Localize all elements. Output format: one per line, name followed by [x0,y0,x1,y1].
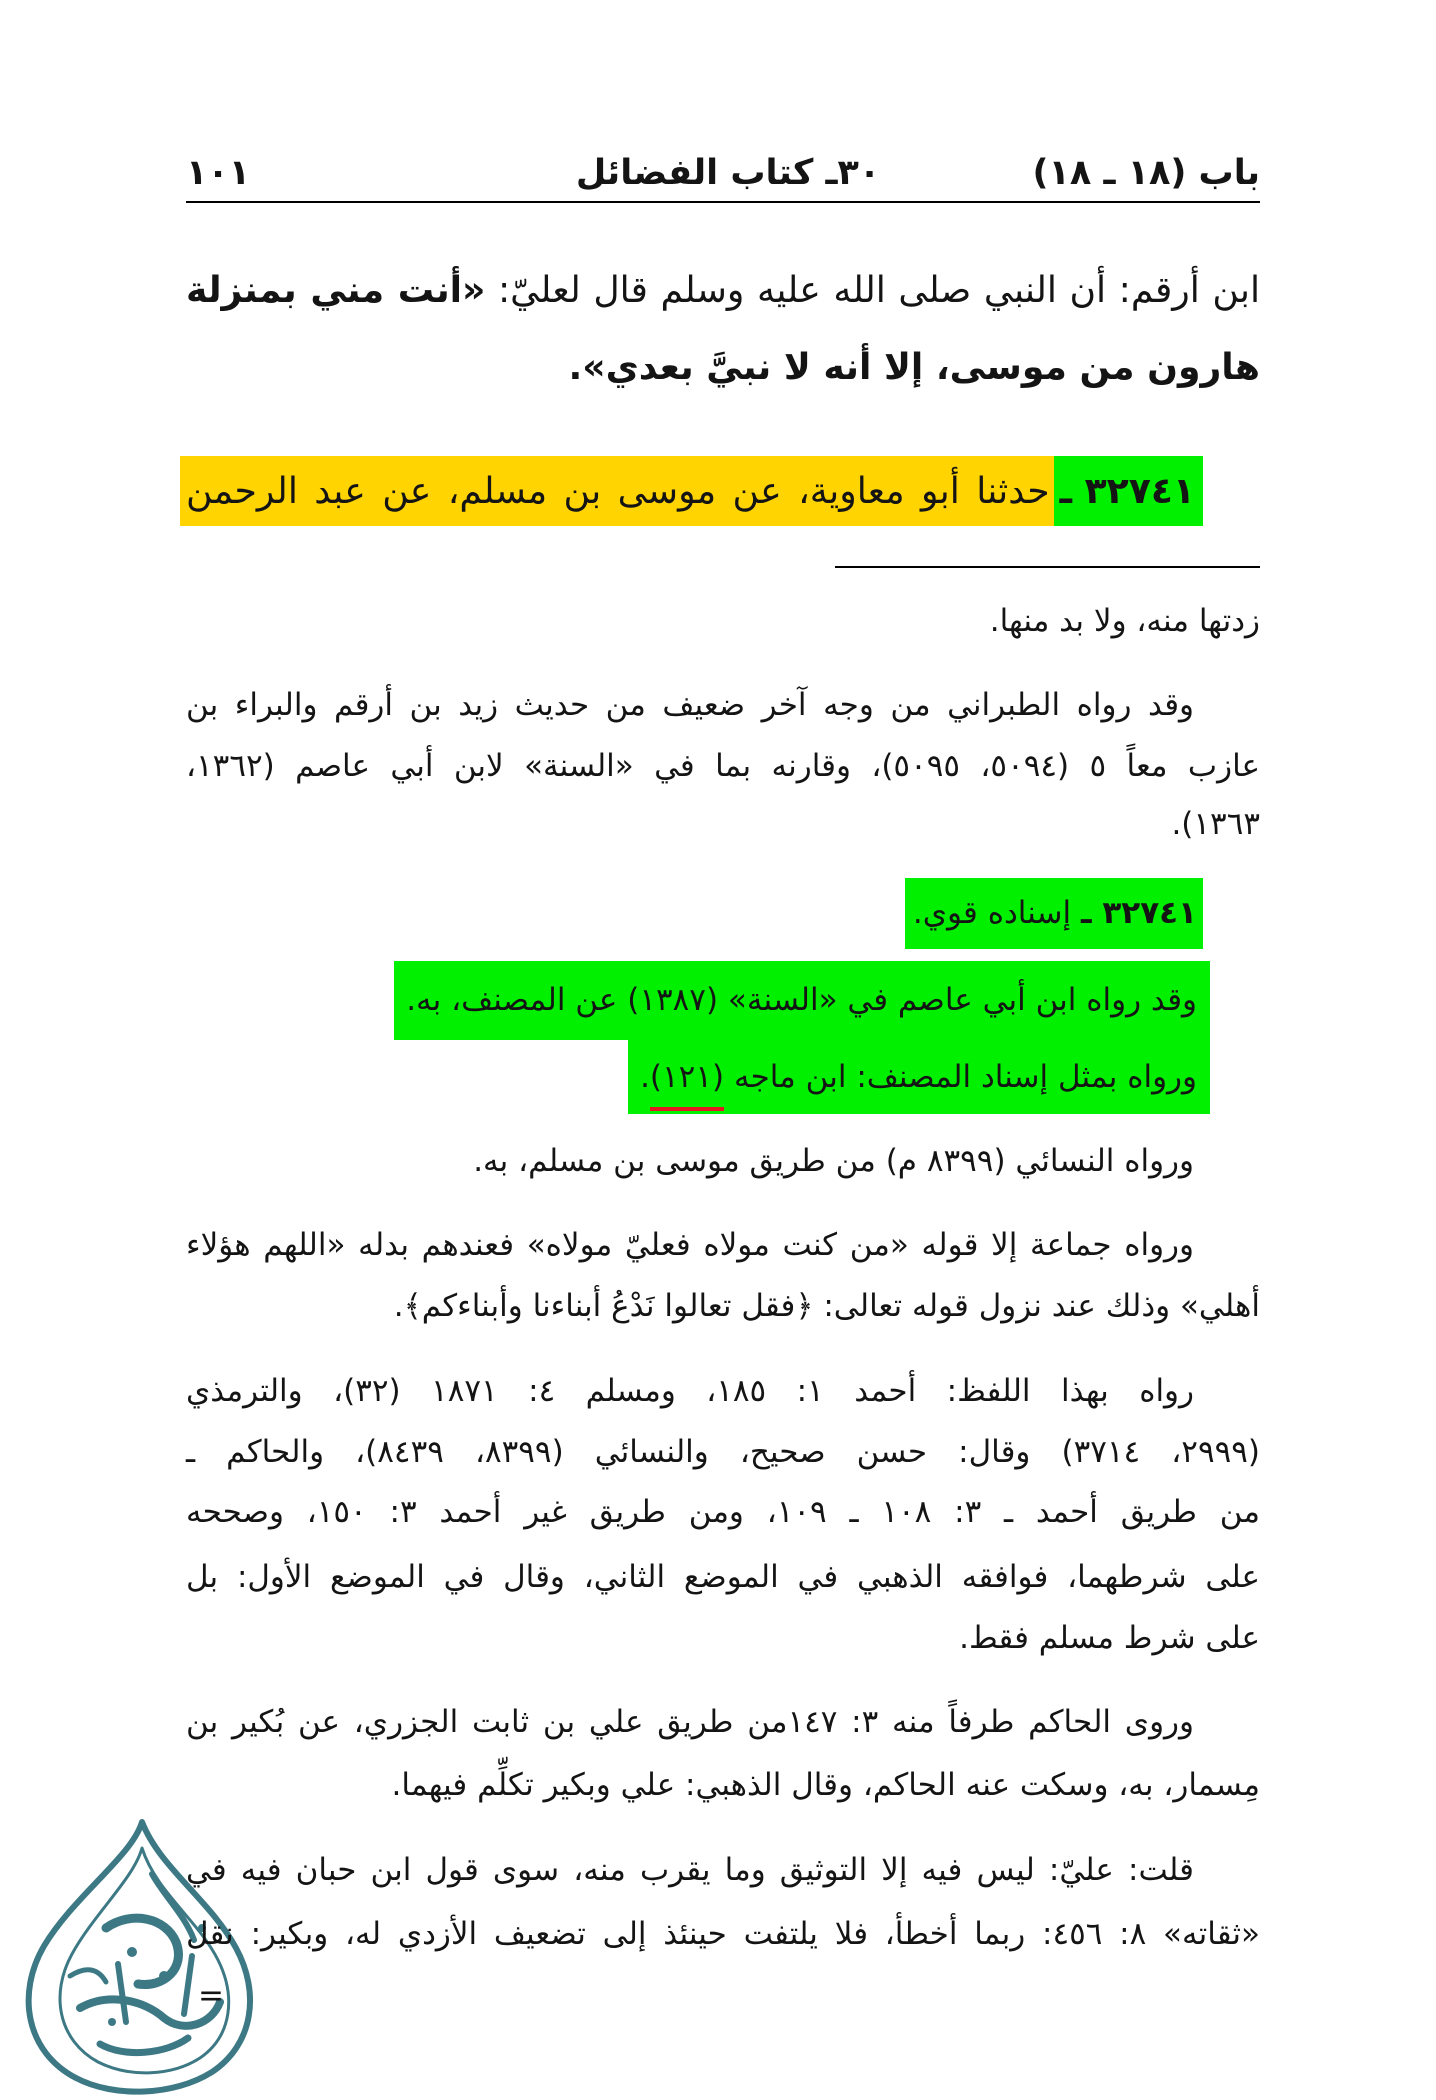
footnote-line: وروى الحاكم طرفاً منه ٣: ١٤٧من طريق علي بن ثابت الجزري، عن بُكير بن [186,1704,1194,1740]
grading-highlight [905,878,1203,949]
ibn-abi-asim-highlight: وقد رواه ابن أبي عاصم في «السنة» (١٣٨٧) عن المصنف، به. [394,961,1210,1040]
continued-mark: = [198,1978,224,2014]
ibn-majah-highlight [628,1040,1210,1114]
hadith-highlight [180,456,1203,526]
page-number: ١٠١ [186,153,251,193]
footnote-line: ورواه جماعة إلا قوله «من كنت مولاه فعليّ مولاه» فعندهم بدله «اللهم هؤلاء [186,1227,1194,1263]
footnote-line: من طريق أحمد ـ ٣: ١٠٨ ـ ١٠٩، ومن طريق غير أحمد ٣: ١٥٠، وصححه [186,1494,1260,1530]
ibn-majah-period: . [640,1059,650,1095]
narration-text: ابن أرقم: أن النبي صلى الله عليه وسلم قال لعليّ: [485,268,1260,311]
footnote-line: «ثقاته» ٨: ٤٥٦: ربما أخطأ، فلا يلتفت حينئذ إلى تضعيف الأزدي له، وبكير: نقل [186,1916,1260,1952]
footnote-line: على شرطهما، فوافقه الذهبي في الموضع الثاني، وقال في الموضع الأول: بل [186,1559,1260,1595]
footnote-addition: زدتها منه، ولا بد منها. [989,603,1260,639]
footnote-separator [835,566,1260,568]
ibn-majah-reference: (١٢١) [650,1059,724,1111]
running-header [186,146,1260,200]
footnote-line: ١٣٦٣). [1171,806,1260,842]
footnote-line: قلت: عليّ: ليس فيه إلا التوثيق وما يقرب منه، سوى قول ابن حبان فيه في [186,1852,1194,1888]
hadith-quote-text: «أنت مني بمنزلة [186,268,486,311]
footnote-line: أهلي» وذلك عند نزول قوله تعالى: ﴿فقل تعالوا نَدْعُ أبناءنا وأبناءكم﴾. [393,1288,1260,1324]
footnote-line: عازب معاً ٥ (٥٠٩٤، ٥٠٩٥)، وقارنه بما في «السنة» لابن أبي عاصم (١٣٦٢، [186,748,1261,784]
footnote-line: وقد رواه الطبراني من وجه آخر ضعيف من حديث زيد بن أرقم والبراء بن [186,687,1194,723]
grading-text: إسناده قوي. [912,895,1072,931]
footnote-line: رواه بهذا اللفظ: أحمد ١: ١٨٥، ومسلم ٤: ١٨٧١ (٣٢)، والترمذي [186,1373,1194,1409]
main-text-line [186,260,1260,320]
hadith-chain-text: حدثنا أبو معاوية، عن موسى بن مسلم، عن عبد الرحمن [180,456,1054,526]
header-rule [186,201,1260,203]
main-text-line: هارون من موسى، إلا أنه لا نبيَّ بعدي». [568,345,1260,388]
grading-number: ٣٢٧٤١ ـ [1081,895,1197,931]
footnote-line: مِسمار، به، وسكت عنه الحاكم، وقال الذهبي: علي وبكير تكلِّم فيهما. [391,1767,1260,1803]
footnote-line: على شرط مسلم فقط. [959,1620,1260,1656]
footnote-line: (٢٩٩٩، ٣٧١٤) وقال: حسن صحيح، والنسائي (٨٣٩٩، ٨٤٣٩)، والحاكم ـ [186,1434,1261,1470]
footnote-line: ورواه النسائي (٨٣٩٩ م) من طريق موسى بن مسلم، به. [473,1143,1194,1179]
chapter-label: باب (١٨ ـ ١٨) [1032,153,1260,193]
book-title: ٣٠ـ كتاب الفضائل [575,153,881,193]
hadith-number: ٣٢٧٤١ ـ [1054,456,1203,526]
ibn-majah-text: ورواه بمثل إسناد المصنف: ابن ماجه [733,1059,1197,1095]
